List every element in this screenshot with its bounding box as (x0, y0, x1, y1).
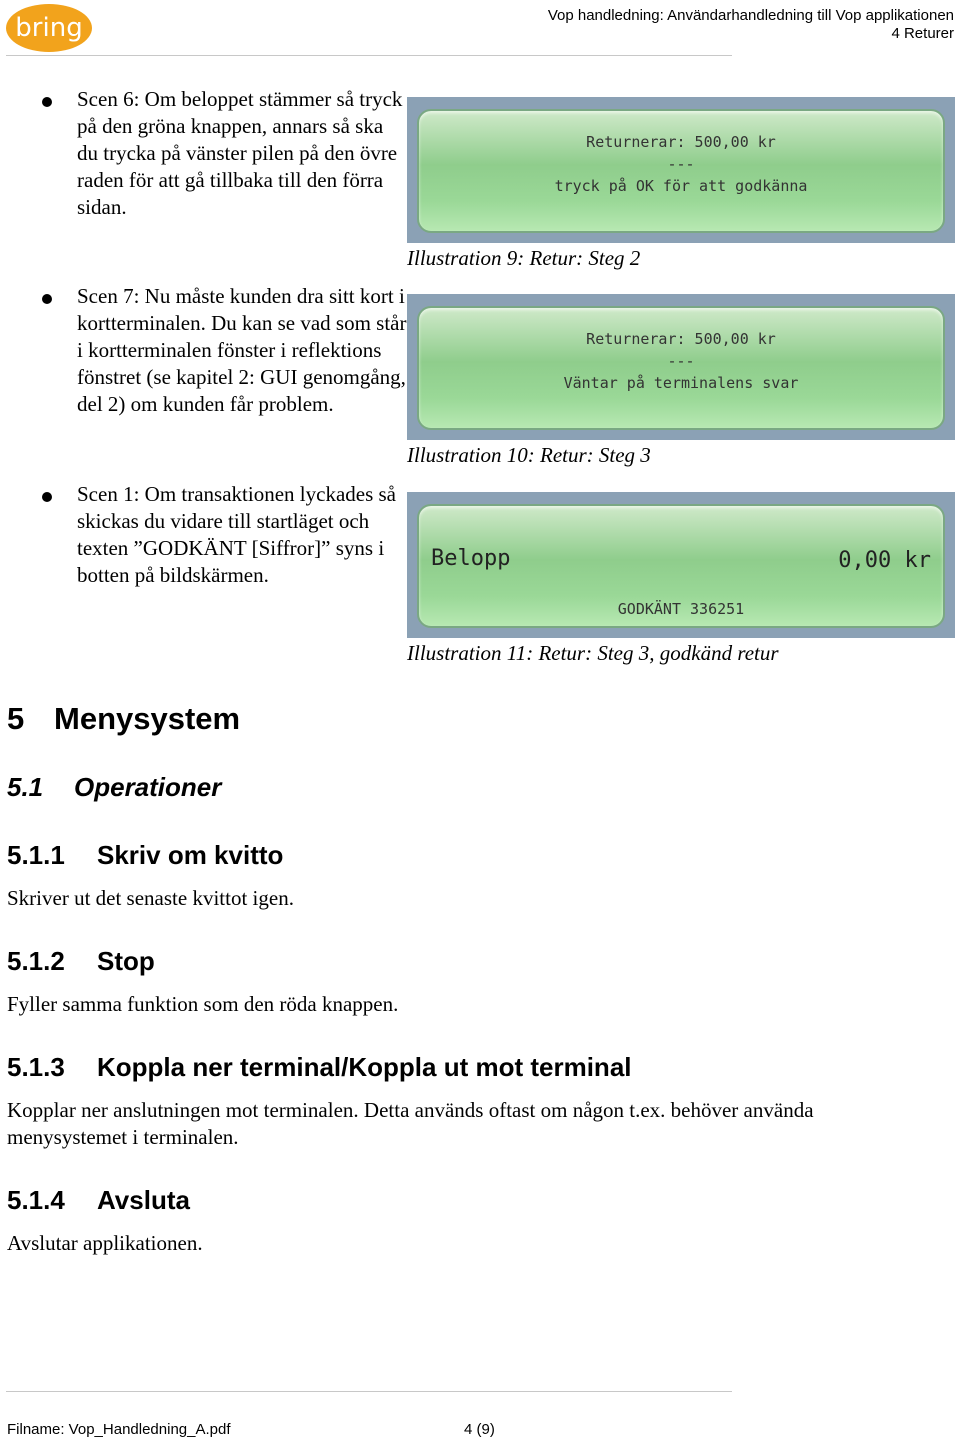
lcd-display: Belopp 0,00 kr GODKÄNT 336251 (417, 504, 945, 628)
page-header (548, 7, 954, 43)
heading-1: 5 Menysystem (7, 701, 241, 736)
bring-logo (5, 3, 93, 53)
paragraph: Avslutar applikationen. (7, 1231, 203, 1255)
footer-divider (6, 1391, 732, 1392)
header-divider (6, 55, 732, 56)
illustration-caption: Illustration 9: Retur: Steg 2 (407, 246, 641, 270)
terminal-screenshot-step3 (407, 294, 955, 440)
paragraph: Skriver ut det senaste kvittot igen. (7, 886, 294, 910)
heading-3: 5.1.3 Koppla ner terminal/Koppla ut mot terminal (7, 1052, 632, 1082)
heading-3: 5.1.4 Avsluta (7, 1185, 190, 1215)
bullet-icon (42, 97, 52, 107)
paragraph: Fyller samma funktion som den röda knappen. (7, 992, 399, 1016)
footer-filename: Filname: Vop_Handledning_A.pdf (7, 1421, 231, 1438)
page-number: 4 (9) (464, 1421, 495, 1438)
paragraph: Kopplar ner anslutningen mot terminalen. Detta används oftast om någon t.ex. behöver använda menysystemet i terminalen. (7, 1098, 814, 1149)
terminal-screenshot-approved (407, 492, 955, 638)
terminal-screenshot-step2 (407, 97, 955, 243)
bullet-icon (42, 294, 52, 304)
current-section: 4 Returer (891, 25, 954, 42)
document-title: Vop handledning: Användarhandledning till Vop applikationen (547, 7, 954, 24)
illustration-caption: Illustration 10: Retur: Steg 3 (407, 443, 651, 467)
lcd-display: Returnerar: 500,00 kr --- tryck på OK för att godkänna (417, 109, 945, 233)
illustration-caption: Illustration 11: Retur: Steg 3, godkänd retur (407, 641, 779, 665)
heading-3: 5.1.2 Stop (7, 946, 155, 976)
heading-3: 5.1.1 Skriv om kvitto (7, 840, 284, 870)
heading-2: 5.1 Operationer (7, 772, 222, 802)
svg-text:bring: bring (15, 13, 83, 43)
bullet-icon (42, 492, 52, 502)
lcd-display: Returnerar: 500,00 kr --- Väntar på terminalens svar (417, 306, 945, 430)
